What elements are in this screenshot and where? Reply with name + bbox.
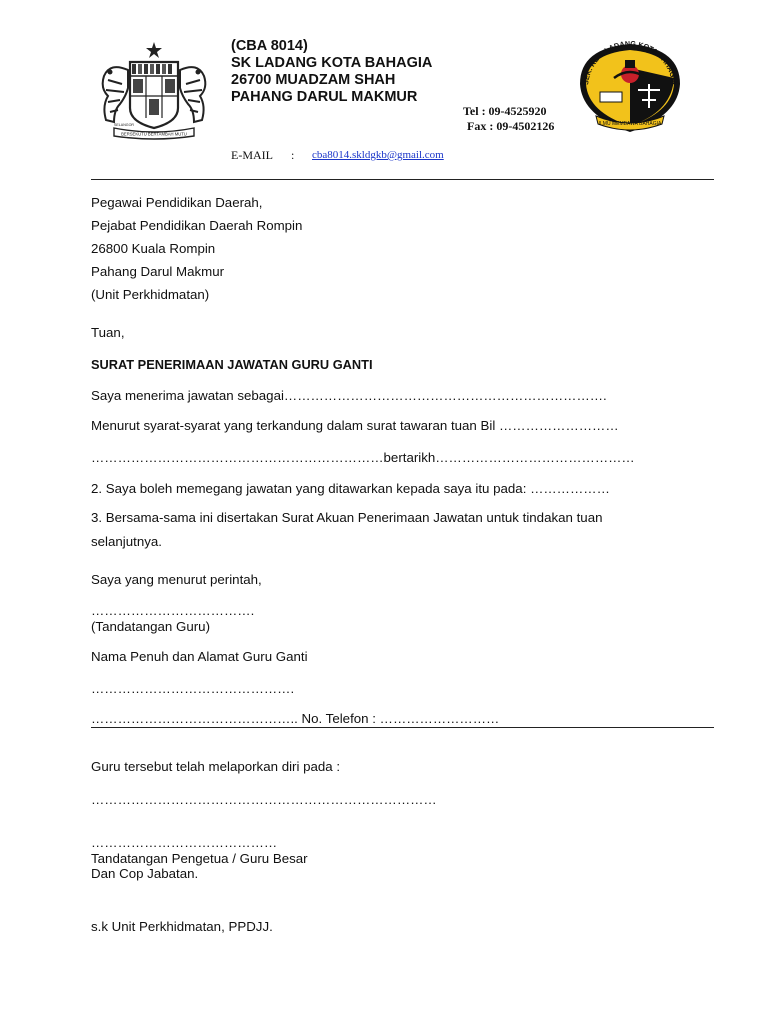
school-name: SK LADANG KOTA BAHAGIA [231,55,433,71]
paragraph-4: 2. Saya boleh memegang jawatan yang ditawarkan kepada saya itu pada: ……………… [91,481,610,496]
paragraph-1: Saya menerima jawatan sebagai………………………………………………………………. [91,388,607,403]
school-code: (CBA 8014) [231,38,308,54]
report-line: Guru tersebut telah melaporkan diri pada : [91,759,341,774]
salutation: Tuan, [91,325,125,340]
email-link[interactable]: cba8014.skldgkb@gmail.com [312,149,444,161]
recipient-line-4: Pahang Darul Makmur [91,264,225,279]
header-divider [91,179,714,180]
name-address-label: Nama Penuh dan Alamat Guru Ganti [91,649,308,664]
tel-number: Tel : 09-4525920 [463,104,547,118]
phone-line: ……………………………………….. No. Telefon : ……………………… [91,711,500,726]
recipient-line-3: 26800 Kuala Rompin [91,241,216,256]
principal-signature-label: Tandatangan Pengetua / Guru Besar [91,851,308,866]
paragraph-2: Menurut syarat-syarat yang terkandung dalam surat tawaran tuan Bil ……………………… [91,418,619,433]
section-divider [91,727,714,728]
school-postcode-city: 26700 MUADZAM SHAH [231,72,396,88]
teacher-signature-dots: ………………………………. [91,603,255,618]
department-stamp-label: Dan Cop Jabatan. [91,866,199,881]
closing: Saya yang menurut perintah, [91,572,262,587]
recipient-line-1: Pegawai Pendidikan Daerah, [91,195,263,210]
recipient-line-2: Pejabat Pendidikan Daerah Rompin [91,218,303,233]
school-state: PAHANG DARUL MAKMUR [231,89,418,105]
crest-motto-text: BERSEKUTU BERTAMBAH MUTU [121,131,187,137]
crest-side-text: SELANGOR [114,123,134,127]
principal-signature-dots: …………………………………… [91,835,278,850]
carbon-copy-line: s.k Unit Perkhidmatan, PPDJJ. [91,919,273,934]
logo-motto-text: ILMU MEMBAWA BAHAGIA [598,121,662,127]
school-logo-icon [574,38,686,136]
fax-number: Fax : 09-4502126 [467,119,555,133]
logo-arc-text: SEK. KEB. LADANG KOTA BAHAGIA [581,38,679,86]
report-dots: …………………………………………………………………… [91,792,437,807]
email-separator: : [291,148,295,162]
malaysia-crest-icon [92,40,216,140]
paragraph-3: …………………………………………………………bertarikh……………………………………… [91,450,635,465]
letter-subject: SURAT PENERIMAAN JAWATAN GURU GANTI [91,357,373,372]
recipient-line-5: (Unit Perkhidmatan) [91,287,210,302]
paragraph-5-line-2: selanjutnya. [91,534,162,549]
teacher-signature-label: (Tandatangan Guru) [91,619,211,634]
name-address-dots: ………………………………………. [91,681,295,696]
email-label: E-MAIL [231,148,273,162]
paragraph-5-line-1: 3. Bersama-sama ini disertakan Surat Akuan Penerimaan Jawatan untuk tindakan tuan [91,510,603,525]
